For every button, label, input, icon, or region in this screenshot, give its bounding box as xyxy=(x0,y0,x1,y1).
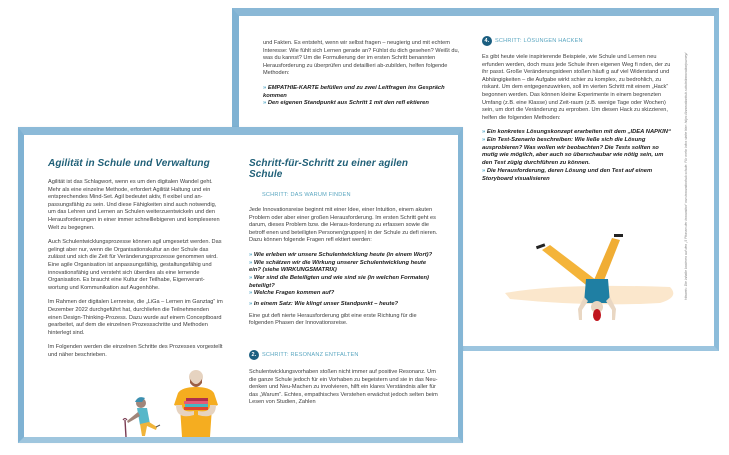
question-item: » Wie erleben wir unsere Schulentwicklung heute (in einem Wort)? xyxy=(249,251,433,258)
method-item: » Ein konkretes Lösungskonzept erarbeiten mit dem „IDEA NAPKIN“ xyxy=(482,129,671,136)
bullet-arrow-icon: » xyxy=(263,100,268,107)
front-right-column xyxy=(249,158,439,414)
question-item: » In einem Satz: Wie klingt unser Standpunkt – heute? xyxy=(249,301,399,308)
front-left-column xyxy=(48,158,223,366)
back-left-paragraph: und Fakten. Es entsteht, wenn wir selbst fragen – neugierig und mit echtem Interesse: Wie fühlt sich Lernen gerade an? Fühlst du dich gesehen? Weißt du, was du kannst? Um die Formulierung der im ersten Schritt benannten Herausforderung zu überprüfen und detaillieri ab-zubilden, helfen folgende Methoden: xyxy=(263,40,460,77)
question-item: » Welche Fragen kommen auf? xyxy=(249,290,335,297)
bullet-arrow-icon: » xyxy=(482,167,487,174)
body-paragraph: Agilität ist das Schlagwort, wenn es um den digitalen Wandel geht. Mehr als eine einzelne Methode, erfordert Agilität Haltung und ein entsprechendes Mind-Set. Agil bedeutet aktiv, fl exibel und an-passungsfähig zu sein. Und diese Fähigkeiten sind auch notwendig, um das Lehren und Lernen an Schulen weiterzuentwickeln und den Herausforderungen in einer immer schnelllebigeren und komplexeren Welt zu begegnen. xyxy=(48,179,220,231)
step-number-badge: 2. xyxy=(249,350,259,360)
step-1-closing: Eine gut defi nierte Herausforderung gibt eine erste Richtung für die folgenden Phasen der Innovationsreise. xyxy=(249,312,417,327)
step-label: SCHRITT: RESONANZ ENTFALTEN xyxy=(262,352,359,359)
body-paragraph: Im Folgenden werden die einzelnen Schritte des Prozesses vorgestellt und näher beschrieben. xyxy=(48,344,223,358)
child-with-cane-illustration xyxy=(120,380,165,437)
bullet-arrow-icon: » xyxy=(249,275,254,282)
bullet-arrow-icon: » xyxy=(249,259,254,266)
method-item: » Ein Test-Szenario beschreiben: Wie ließe sich die Lösung ausprobieren? Was wollen wir beobachten? Die Tests sollten so mutig wie möglich, aber auch so überschaubar wie nötig sein, um den Test zügig durchführen zu können. xyxy=(482,137,664,167)
question-item: » Wer sind die Beteiligten und wie sind sie (in welchen Formaten) beteiligt? xyxy=(249,275,429,289)
method-item: » Die Herausforderung, deren Lösung und den Test auf einem Storyboard visualisieren xyxy=(482,167,653,182)
credit-note xyxy=(684,52,694,300)
bullet-arrow-icon: » xyxy=(482,137,487,144)
section-title: Schritt-für-Schritt zu einer agilen Schule xyxy=(249,158,409,180)
arm xyxy=(127,412,140,423)
step-4-heading xyxy=(482,36,672,46)
man-holding-books-illustration xyxy=(172,365,220,437)
shorts-leg xyxy=(140,422,157,436)
back-right-column xyxy=(482,36,672,183)
shoe-left xyxy=(536,243,545,249)
question-item: » Wie schätzen wir die Wirkung unserer Schulentwicklung heute ein? (siehe WIRKUNGSMATRIX) xyxy=(249,259,427,274)
step-label: SCHRITT: LÖSUNGEN HACKEN xyxy=(495,38,583,44)
leg-right xyxy=(594,238,620,283)
step-2-heading xyxy=(249,350,439,360)
method-item: » EMPATHIE-KARTE befüllen und zu zwei Leitfragen ins Gespräch kommen xyxy=(263,84,445,99)
bullet-arrow-icon: » xyxy=(482,129,487,136)
step-number-badge: 4. xyxy=(482,36,492,46)
bullet-arrow-icon: » xyxy=(249,251,254,258)
section-title: Agilität in Schule und Verwaltung xyxy=(48,158,210,169)
book-3 xyxy=(185,404,208,407)
bullet-arrow-icon: » xyxy=(263,84,268,91)
method-item: » Den eigenen Standpunkt aus Schritt 1 mit den refl ektieren xyxy=(263,100,429,107)
bullet-arrow-icon: » xyxy=(249,301,254,308)
handstand-person-illustration xyxy=(500,225,680,335)
body-paragraph: Im Rahmen der digitalen Lernreise, die „LiGa – Lernen im Ganztag“ im Dezember 2022 durchgeführt hat, durchliefen die Teilnehmenden einen Design-Thinking-Prozess. Dazu wurde auf einem Conceptboard gearbeitet, auf dem die einzelnen Prozessschritte und Methoden hinterlegt sind. xyxy=(48,299,223,336)
book-1 xyxy=(186,398,208,401)
step-4-paragraph: Es gibt heute viele inspirierende Beispiele, wie Schule und Lernen neu erfunden werden, doch muss jede Schule ihren eigenen Weg fi nden, der zu ihr passt. Große Veränderungsideen stoßen häufi g auf viel Widerstand und Abhängigkeiten – die Aufgabe wirkt schier zu komplex, zu bedrohlich, zu riskant. Um dem entgegenzuwirken, soll im vierten Schritt mit einem „Hack“ begonnen werden. Das können kleine Experimente in einem begrenzten Umfang (z.B. eine Klasse) und Zeit-raum (z.B. wenige Tage oder Wochen) sein, um dort die Veränderung zu erproben. Um diesen Hack zu skizzieren, helfen die folgenden Methoden: xyxy=(482,54,671,121)
step-number-badge xyxy=(249,190,259,200)
body-paragraph: Auch Schulentwicklungsprozesse können agil umgesetzt werden. Das gelingt aber nur, wenn die Organisationskultur an der Schule das zulässt und sich die Zeit für Veränderungsprozesse genommen wird. Eine agile Organisation ist anpassungsfähig, gestaltungsfähig und innovationsfähig und versteht sich überdies als eine lernende Organisation. Es braucht eine Kultur der Teilhabe, Eigenverant-wortung und Kommunikation auf Augenhöhe. xyxy=(48,239,222,291)
back-left-column xyxy=(263,40,468,108)
credit-text: Hinweis: Die Inhalte basieren auf den „5 Phasen der Innovation“ von innovationhub.schule. Für mehr Infos siehe hier: https://innovationhub.schule/innovationjourney/ xyxy=(684,52,688,300)
step-1-paragraph: Jede Innovationsreise beginnt mit einer Idee, einer Intuition, einem akuten Problem oder aber einer großen Herausforderung. Im ersten Schritt geht es darum, dieses Problem bzw. die Heraus-forderung zu erfassen sowie die betroff enen und beteiligten Personen(gruppen) in der Schule zu defi nieren. Dazu können folgende Fragen refl ektiert werden: xyxy=(249,207,438,244)
step-1-heading xyxy=(249,190,439,200)
book-2 xyxy=(184,401,208,404)
hair xyxy=(593,309,601,321)
shoe-right xyxy=(614,234,623,237)
step-label: SCHRITT: DAS WARUM FINDEN xyxy=(262,192,351,198)
step-2-paragraph: Schulentwicklungsvorhaben stoßen nicht immer auf positive Resonanz. Um die ganze Schule jedoch für ein Vorhaben zu begeistern und sie in das Neu-denken und Neu-Machen zu involvieren, hilft ein klares Verständnis aller für das „Warum“. Echtes, empathisches Verstehen erwächst jedoch selten beim Lesen von Studien, Zahlen xyxy=(249,369,438,406)
bullet-arrow-icon: » xyxy=(249,290,254,297)
cane xyxy=(125,420,126,437)
book-4 xyxy=(184,407,208,410)
torso xyxy=(584,279,610,303)
